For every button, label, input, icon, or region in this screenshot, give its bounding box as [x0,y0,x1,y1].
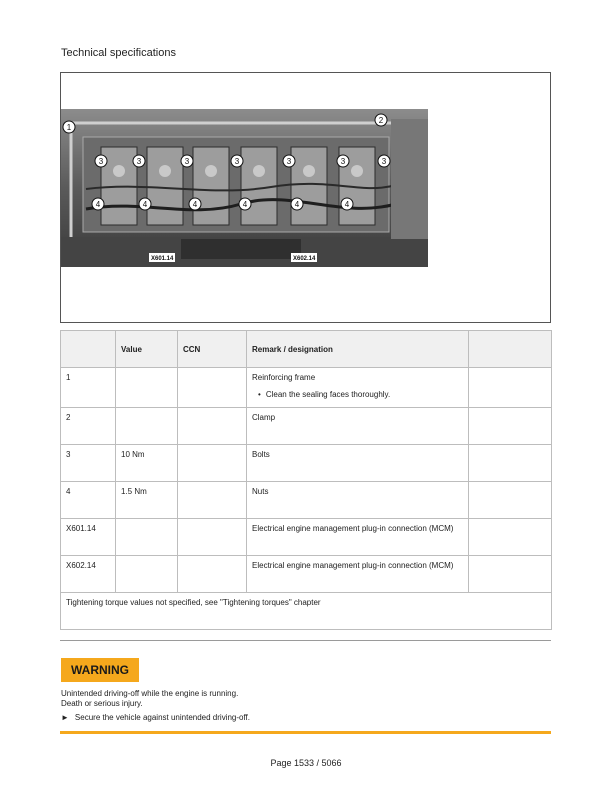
section-title: Technical specifications [61,47,176,59]
svg-text:3: 3 [98,157,104,166]
warning-line-1: Unintended driving-off while the engine is running. [61,689,239,698]
svg-text:3: 3 [184,157,190,166]
cell-extra [469,519,552,556]
cell-extra [469,408,552,445]
cell-extra [469,482,552,519]
svg-text:4: 4 [294,200,300,209]
header-extra [469,331,552,368]
svg-text:3: 3 [286,157,292,166]
table-footnote: Tightening torque values not specified, see "Tightening torques" chapter [61,593,552,630]
svg-text:3: 3 [234,157,240,166]
svg-text:3: 3 [381,157,387,166]
cell-item: 1 [61,368,116,408]
warning-action-text: Secure the vehicle against unintended driving-off. [74,713,250,722]
cell-value [116,368,178,408]
table-row [61,368,552,408]
table-row [61,482,552,519]
cell-value: 10 Nm [116,445,178,482]
spec-table [60,330,552,630]
warning-text [61,689,238,709]
remark-note: • Clean the sealing faces thoroughly. [252,390,463,399]
cell-item: X601.14 [61,519,116,556]
connector-label-x602: X602.14 [293,256,316,262]
table-row [61,445,552,482]
page-number: Page 1533 / 5066 [270,758,342,768]
cell-value [116,519,178,556]
cell-ccn [178,556,247,593]
header-value: Value [116,331,178,368]
table-row [61,408,552,445]
header-item [61,331,116,368]
cell-ccn [178,368,247,408]
table-row [61,556,552,593]
svg-text:2: 2 [378,116,384,125]
cell-ccn [178,482,247,519]
cell-item: X602.14 [61,556,116,593]
cell-item: 2 [61,408,116,445]
callout-1 [63,121,75,133]
engine-photo [61,109,428,267]
cell-remark: Nuts [247,482,469,519]
warning-action [61,713,250,722]
svg-text:4: 4 [192,200,198,209]
header-remark: Remark / designation [247,331,469,368]
cell-ccn [178,408,247,445]
svg-text:3: 3 [136,157,142,166]
warning-line-2: Death or serious injury. [61,699,143,708]
svg-text:4: 4 [95,200,101,209]
cell-remark: Electrical engine management plug-in connection (MCM) [247,556,469,593]
cell-value [116,408,178,445]
connector-label-x601: X601.14 [151,256,174,262]
svg-text:4: 4 [142,200,148,209]
cell-extra [469,368,552,408]
table-footnote-row [61,593,552,630]
table-row [61,519,552,556]
header-ccn: CCN [178,331,247,368]
cell-remark: Electrical engine management plug-in connection (MCM) [247,519,469,556]
divider [60,640,551,641]
svg-text:4: 4 [344,200,350,209]
cell-ccn [178,445,247,482]
warning-bar [60,731,551,734]
callout-2 [375,114,387,126]
table-header-row [61,331,552,368]
cell-extra [469,445,552,482]
svg-text:1: 1 [66,123,72,132]
warning-badge: WARNING [61,658,139,682]
cell-remark [247,368,469,408]
arrow-right-icon: ► [61,713,69,722]
svg-text:3: 3 [340,157,346,166]
cell-item: 4 [61,482,116,519]
remark-text: Reinforcing frame [252,373,316,382]
cell-item: 3 [61,445,116,482]
cell-remark: Bolts [247,445,469,482]
cell-extra [469,556,552,593]
cell-value: 1.5 Nm [116,482,178,519]
cell-ccn [178,519,247,556]
cell-value [116,556,178,593]
cell-remark: Clamp [247,408,469,445]
svg-text:4: 4 [242,200,248,209]
